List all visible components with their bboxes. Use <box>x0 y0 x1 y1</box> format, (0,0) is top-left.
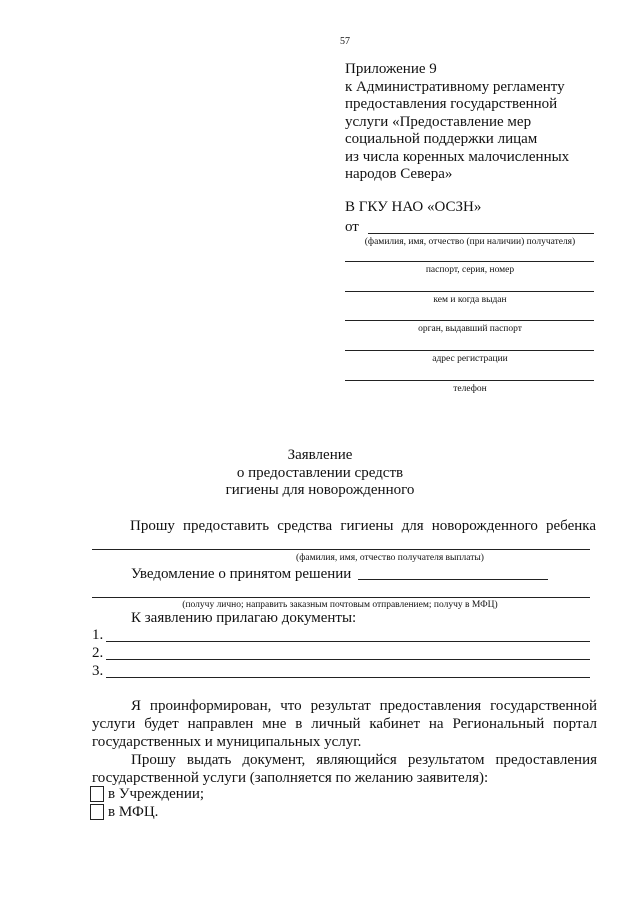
doc-item-field-1[interactable] <box>106 641 590 642</box>
issued-by-caption: кем и когда выдан <box>433 295 507 305</box>
appendix-line: к Административному регламенту <box>345 78 565 95</box>
option-institution-checkbox[interactable] <box>90 786 104 802</box>
issued-by-field[interactable] <box>345 291 594 292</box>
passport-field[interactable] <box>345 261 594 262</box>
applicant-name-caption: (фамилия, имя, отчество (при наличии) получателя) <box>364 237 576 247</box>
attach-label: К заявлению прилагаю документы: <box>131 610 357 626</box>
child-name-caption: (фамилия, имя, отчество получателя выплаты) <box>296 553 484 563</box>
registration-address-caption: адрес регистрации <box>432 354 508 364</box>
notice-caption: (получу лично; направить заказным почтовым отправлением; получу в МФЦ) <box>182 600 498 610</box>
title-line: Заявление <box>287 447 353 463</box>
phone-caption: телефон <box>453 384 487 394</box>
doc-item-number: 1. <box>92 627 104 643</box>
applicant-name-field[interactable] <box>368 233 594 234</box>
document-title <box>0 447 640 500</box>
notice-label: Уведомление о принятом решении <box>131 566 352 582</box>
passport-caption: паспорт, серия, номер <box>425 265 515 275</box>
option-mfc-checkbox[interactable] <box>90 804 104 820</box>
child-name-field[interactable] <box>92 549 590 550</box>
doc-item-number: 2. <box>92 645 104 661</box>
from-label: от <box>345 219 359 235</box>
appendix-line: Приложение 9 <box>345 61 437 77</box>
issuing-authority-caption: орган, выдавший паспорт <box>418 324 522 334</box>
recipient-org: В ГКУ НАО «ОСЗН» <box>345 199 482 215</box>
issue-text-line: государственной услуги (заполняется по желанию заявителя): <box>92 770 489 786</box>
phone-field[interactable] <box>345 380 594 381</box>
request-text: Прошу предоставить средства гигиены для новорожденного ребенка <box>130 518 596 534</box>
doc-item-field-2[interactable] <box>106 659 590 660</box>
notice-field[interactable] <box>358 579 548 580</box>
option-mfc-label: в МФЦ. <box>108 804 159 820</box>
appendix-line: народов Севера» <box>345 166 453 182</box>
option-institution-label: в Учреждении; <box>108 786 205 802</box>
page-number: 57 <box>340 36 350 47</box>
appendix-line: услуги «Предоставление мер <box>345 113 532 130</box>
doc-item-field-3[interactable] <box>106 677 590 678</box>
appendix-line: социальной поддержки лицам <box>345 131 538 147</box>
appendix-line: предоставления государственной <box>345 96 558 112</box>
issue-text-line: Прошу выдать документ, являющийся результатом предоставления <box>131 752 597 768</box>
informed-text-line: Я проинформирован, что результат предоставления государственной <box>131 698 597 714</box>
title-line: о предоставлении средств <box>236 464 404 481</box>
title-line: гигиены для новорожденного <box>225 482 415 498</box>
informed-text-line: услуги будет направлен мне в личный кабинет на Региональный портал <box>92 716 597 732</box>
appendix-line: из числа коренных малочисленных <box>345 148 570 165</box>
notice-field-continued[interactable] <box>92 597 590 598</box>
registration-address-field[interactable] <box>345 350 594 351</box>
informed-text-line: государственных и муниципальных услуг. <box>92 734 362 750</box>
appendix-block <box>345 61 615 184</box>
doc-item-number: 3. <box>92 663 104 679</box>
issuing-authority-field[interactable] <box>345 320 594 321</box>
